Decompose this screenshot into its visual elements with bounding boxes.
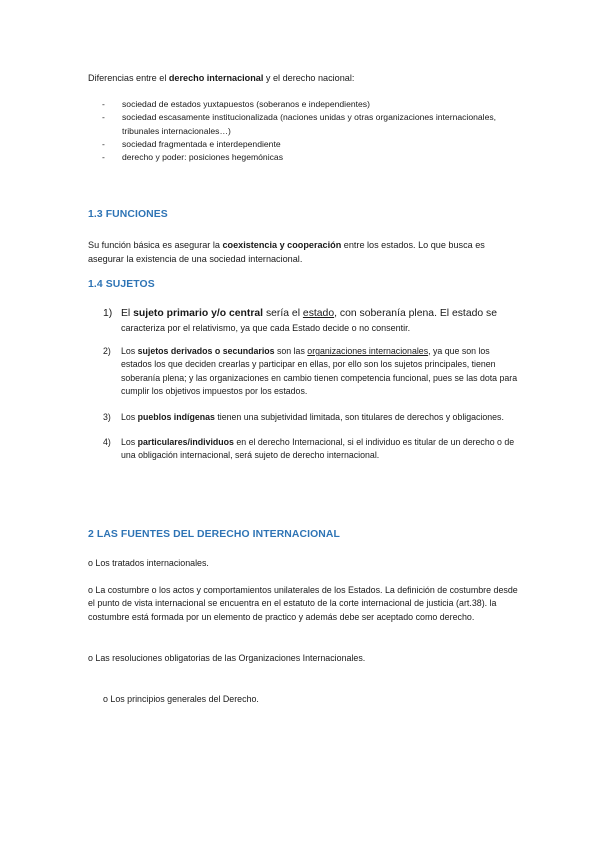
list-item: - derecho y poder: posiciones hegemónicas: [88, 151, 508, 164]
source-item: o Los principios generales del Derecho.: [103, 694, 259, 704]
intro-bold-term: derecho internacional: [168, 73, 264, 83]
bold-term: sujeto primario y/o central: [133, 308, 264, 319]
dash-marker: -: [102, 152, 105, 163]
list-item: - sociedad escasamente institucionalizada (naciones unidas y otras organizaciones internacionales, tribunales internacionales…): [102, 112, 497, 136]
dash-marker: -: [102, 112, 105, 123]
intro-paragraph: Diferencias entre el derecho internacional y el derecho nacional:: [88, 73, 355, 83]
list-item: - sociedad fragmentada e interdependiente: [88, 138, 508, 151]
section-heading-funciones: 1.3 FUNCIONES: [88, 209, 168, 220]
section-heading-sujetos: 1.4 SUJETOS: [88, 279, 155, 290]
item-number: 1): [103, 308, 113, 319]
underlined-term: organizaciones internacionales: [307, 346, 429, 356]
dash-marker: -: [102, 138, 105, 149]
list-item: 3) Los pueblos indígenas tienen una subjetividad limitada, son titulares de derechos y obligaciones.: [88, 411, 518, 424]
dash-marker: -: [102, 99, 105, 109]
sujetos-list: [88, 306, 518, 463]
source-item: o Las resoluciones obligatorias de las Organizaciones Internacionales.: [88, 653, 366, 663]
source-item: o La costumbre o los actos y comportamientos unilaterales de los Estados. La definición de costumbre desde el punto de vista internacional se encuentra en el estatuto de la corte internacional de justicia (art.38). la costumbre está formada por un elemento de practico y además debe ser aceptado como derecho.: [88, 585, 518, 622]
bold-term: particulares/individuos: [137, 437, 234, 448]
item-number: 2): [103, 346, 111, 356]
underlined-term: estado: [302, 308, 335, 319]
list-item: - sociedad de estados yuxtapuestos (soberanos e independientes): [88, 98, 508, 111]
funciones-paragraph: Su función básica es asegurar la coexistencia y cooperación entre los estados. Lo que busca es asegurar la existencia de una sociedad internacional.: [88, 240, 485, 264]
list-item: 2) Los sujetos derivados o secundarios son las organizaciones internacionales, ya que son los estados los que deciden crearlas y participar en ellas, por ello son los sujetos principales, tienen soberanía plena; y las organizaciones en cambio tienen competencia funcional, pues se las dota para cumplir los objetivos impuestos por los estados.: [103, 346, 518, 397]
section-heading-fuentes: 2 LAS FUENTES DEL DERECHO INTERNACIONAL: [88, 529, 340, 540]
source-item: o Los tratados internacionales.: [88, 558, 209, 568]
item-number: 4): [103, 437, 111, 448]
differences-list: [88, 98, 508, 164]
list-item: 4) Los particulares/individuos en el derecho Internacional, si el individuo es titular de un derecho o de una obligación internacional, será sujeto de derecho internacional.: [103, 437, 515, 461]
funciones-bold-term: coexistencia y cooperación: [222, 240, 342, 250]
bold-term: pueblos indígenas: [137, 411, 215, 422]
list-item: 1) El sujeto primario y/o central sería el estado, con soberanía plena. El estado se caracteriza por el relativismo, ya que cada Estado decide o no consentir.: [103, 308, 498, 333]
item-number: 3): [103, 411, 111, 422]
bold-term: sujetos derivados o secundarios: [137, 346, 275, 356]
